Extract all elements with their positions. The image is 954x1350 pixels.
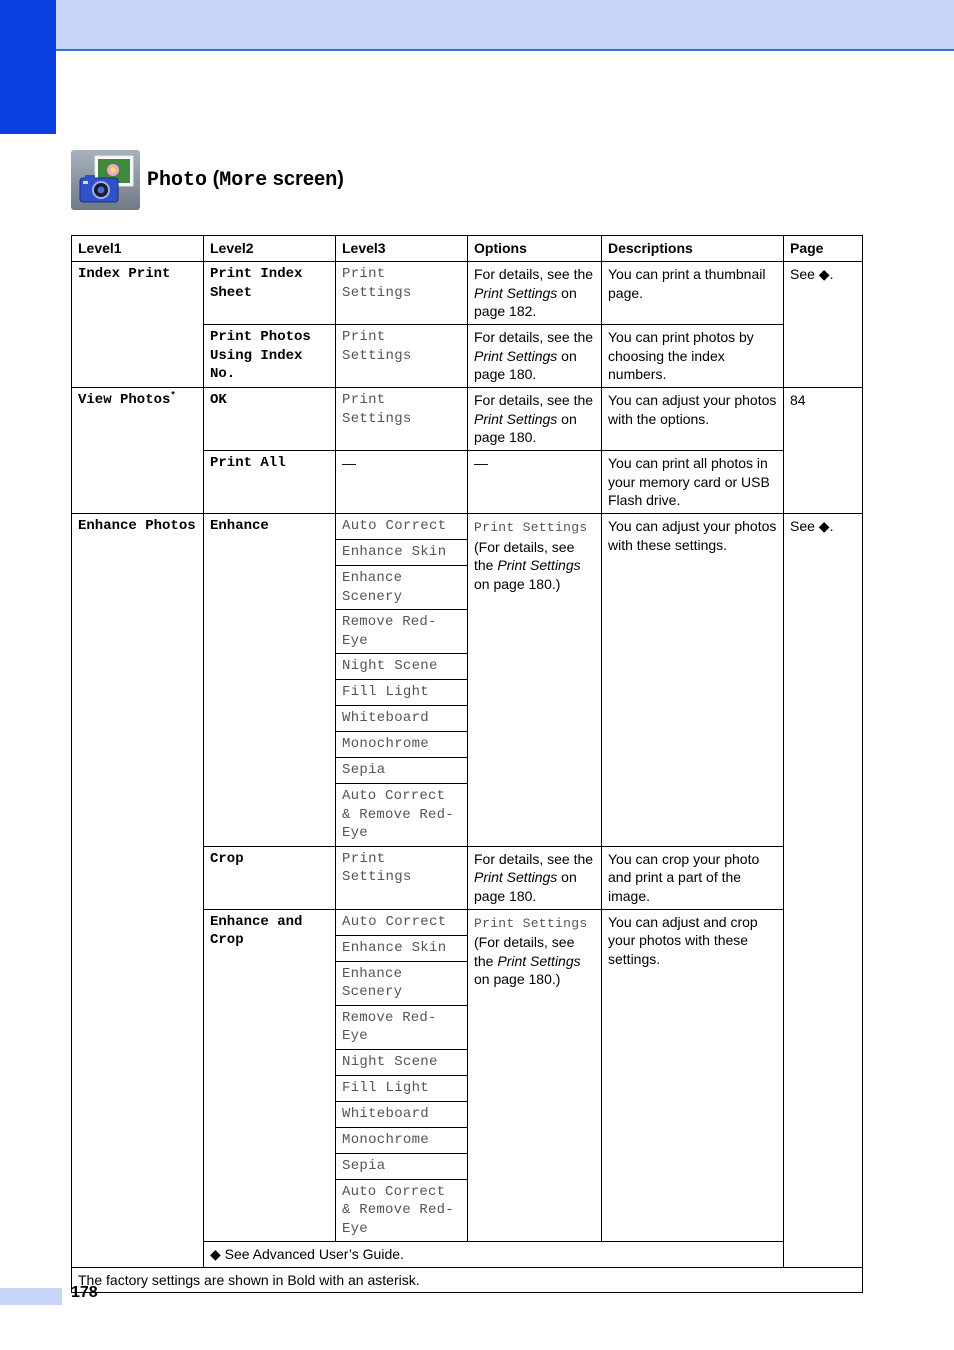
level3-night-scene: Night Scene — [336, 1049, 468, 1075]
header-level1: Level1 — [72, 236, 204, 262]
level1-index-print: Index Print — [72, 262, 204, 388]
options-link-text: Print Settings — [474, 284, 558, 301]
level2-print-all: Print All — [204, 451, 336, 514]
description-cell: You can adjust your photos with the options. — [602, 388, 784, 451]
level3-enhance-scenery: Enhance Scenery — [336, 566, 468, 610]
level3-fill-light: Fill Light — [336, 1075, 468, 1101]
level3-enhance-skin: Enhance Skin — [336, 935, 468, 961]
level2-enhance: Enhance — [204, 514, 336, 847]
header-descriptions: Descriptions — [602, 236, 784, 262]
description-cell: You can adjust your photos with these settings. — [602, 514, 784, 847]
level3-fill-light: Fill Light — [336, 680, 468, 706]
level3-whiteboard: Whiteboard — [336, 706, 468, 732]
options-cell: — — [468, 451, 602, 514]
options-cell — [468, 262, 602, 325]
level3-auto-correct-remove-red-eye: Auto Correct & Remove Red-Eye — [336, 1179, 468, 1242]
options-cell — [468, 325, 602, 388]
table-header-row — [72, 236, 863, 262]
level3-night-scene: Night Scene — [336, 654, 468, 680]
options-text: on page 180.) — [474, 971, 561, 987]
options-text: For details, see the — [474, 329, 594, 345]
page-cell: See ◆. — [784, 514, 863, 1268]
page-number-bar — [0, 1288, 62, 1305]
level3-none: — — [336, 451, 468, 514]
options-text: For details, see the — [474, 266, 594, 282]
options-link-text: Print Settings — [474, 410, 558, 427]
level3-print-settings: Print Settings — [336, 262, 468, 325]
options-link-text: Print Settings — [474, 869, 558, 885]
table-row — [72, 262, 863, 325]
title-close: screen) — [267, 168, 344, 190]
page-cell: 84 — [784, 388, 863, 514]
level3-enhance-scenery: Enhance Scenery — [336, 961, 468, 1005]
camera-photo-icon — [71, 150, 140, 210]
options-text: on page 180. — [474, 410, 577, 445]
options-print-settings: Print Settings — [474, 915, 588, 931]
level3-print-settings: Print Settings — [336, 388, 468, 451]
header-level3: Level3 — [336, 236, 468, 262]
level3-remove-red-eye: Remove Red-Eye — [336, 1005, 468, 1049]
options-link-text: Print Settings — [497, 557, 581, 573]
level3-whiteboard: Whiteboard — [336, 1101, 468, 1127]
options-cell — [468, 388, 602, 451]
options-text: on page 182. — [474, 284, 577, 319]
level3-sepia: Sepia — [336, 758, 468, 784]
table-row — [72, 514, 863, 540]
description-cell: You can print a thumbnail page. — [602, 262, 784, 325]
options-link-text: Print Settings — [474, 347, 558, 364]
level1-view-photos — [72, 388, 204, 514]
options-link-text: Print Settings — [497, 952, 581, 969]
options-text: For details, see the — [474, 850, 594, 867]
footnote-factory-settings: The factory settings are shown in Bold with an asterisk. — [72, 1267, 863, 1293]
level1-label: View Photos — [78, 392, 171, 408]
table-row — [72, 388, 863, 451]
level3-print-settings: Print Settings — [336, 325, 468, 388]
level3-auto-correct-remove-red-eye: Auto Correct & Remove Red-Eye — [336, 784, 468, 847]
options-text: on page 180. — [474, 347, 577, 382]
description-cell: You can print all photos in your memory card or USB Flash drive. — [602, 451, 784, 514]
level3-auto-correct: Auto Correct — [336, 909, 468, 935]
title-photo: Photo — [147, 169, 208, 192]
level2-enhance-and-crop: Enhance and Crop — [204, 909, 336, 1242]
level3-monochrome: Monochrome — [336, 1127, 468, 1153]
title-open: ( — [207, 168, 220, 190]
section-header — [71, 150, 344, 210]
description-cell: You can adjust and crop your photos with these settings. — [602, 909, 784, 1242]
level3-remove-red-eye: Remove Red-Eye — [336, 610, 468, 654]
options-text: on page 180.) — [474, 575, 561, 592]
header-level2: Level2 — [204, 236, 336, 262]
level1-enhance-photos: Enhance Photos — [72, 514, 204, 1268]
header-options: Options — [468, 236, 602, 262]
level3-enhance-skin: Enhance Skin — [336, 540, 468, 566]
options-text: on page 180. — [474, 869, 577, 904]
top-band — [0, 0, 954, 51]
factory-default-mark: * — [170, 390, 176, 401]
level3-auto-correct: Auto Correct — [336, 514, 468, 540]
description-cell: You can print photos by choosing the index numbers. — [602, 325, 784, 388]
footnote-row — [72, 1267, 863, 1293]
level2-ok: OK — [204, 388, 336, 451]
options-cell — [468, 514, 602, 847]
options-cell — [468, 846, 602, 909]
level3-monochrome: Monochrome — [336, 732, 468, 758]
options-text: (For details, see the — [474, 934, 575, 969]
options-cell — [468, 909, 602, 1242]
page-cell: See ◆. — [784, 262, 863, 388]
header-page: Page — [784, 236, 863, 262]
level2-print-photos-using-index-no: Print Photos Using Index No. — [204, 325, 336, 388]
chapter-tab — [0, 0, 56, 134]
page-number: 178 — [71, 1284, 98, 1301]
level3-sepia: Sepia — [336, 1153, 468, 1179]
settings-table — [71, 235, 863, 1293]
options-print-settings: Print Settings — [474, 520, 588, 535]
page-title — [147, 168, 344, 192]
options-text: For details, see the — [474, 392, 594, 408]
title-more: More — [219, 169, 268, 192]
options-text: (For details, see the — [474, 538, 575, 573]
level3-print-settings: Print Settings — [336, 846, 468, 909]
level2-print-index-sheet: Print Index Sheet — [204, 262, 336, 325]
level2-crop: Crop — [204, 846, 336, 909]
description-cell: You can crop your photo and print a part of the image. — [602, 846, 784, 909]
footnote-advanced-guide: ◆ See Advanced User’s Guide. — [204, 1242, 863, 1268]
